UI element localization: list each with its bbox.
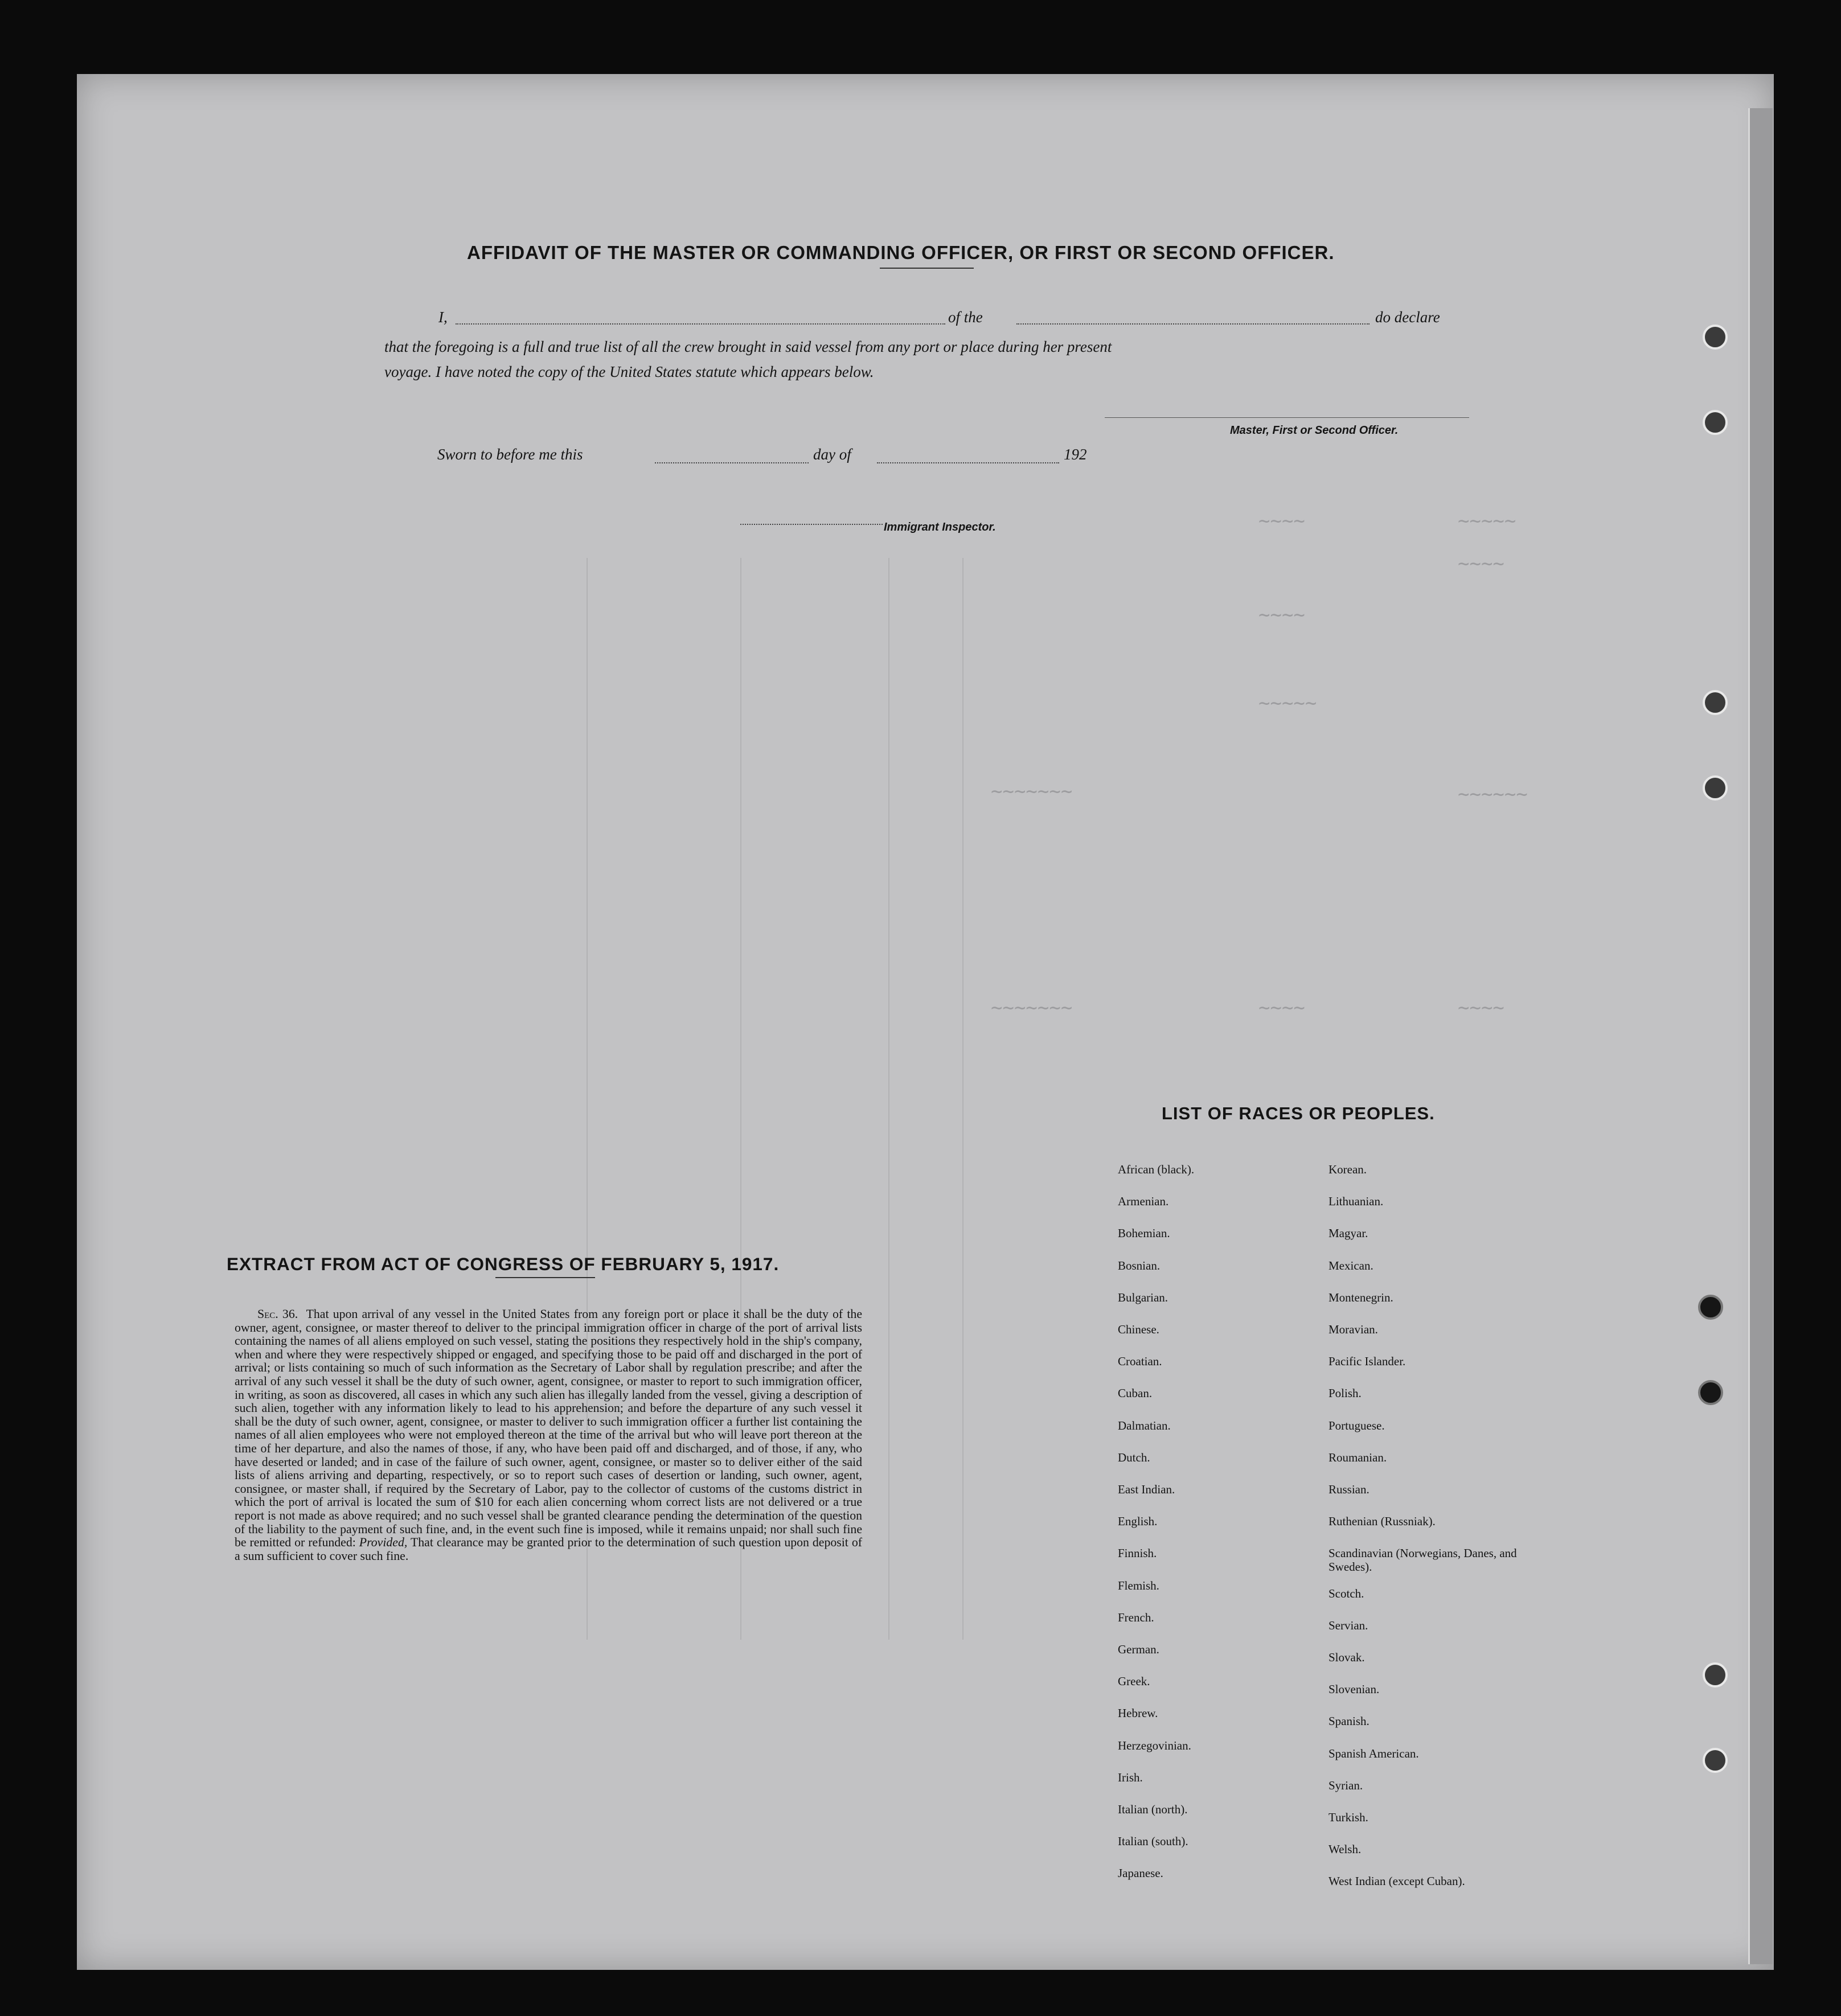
race-item: Scandinavian (Norwegians, Danes, and Swedes). <box>1329 1546 1517 1574</box>
race-item: Greek. <box>1118 1674 1150 1689</box>
binder-hole <box>1698 1295 1723 1320</box>
affidavit-line2: that the foregoing is a full and true list of all the crew brought in said vessel from any port or place during her present <box>384 338 1112 355</box>
binder-hole <box>1703 325 1728 350</box>
race-item: Bosnian. <box>1118 1258 1161 1272</box>
binder-hole <box>1703 690 1728 715</box>
race-item: Cuban. <box>1118 1386 1153 1401</box>
race-item: West Indian (except Cuban). <box>1329 1874 1465 1888</box>
bleed-handwriting: ~~~~~~~ <box>991 780 1073 803</box>
bleed-handwriting: ~~~~ <box>1258 603 1305 626</box>
signature-label: Master, First or Second Officer. <box>1230 424 1399 437</box>
section-text: That upon arrival of any vessel in the United States from any foreign port or place it shall be the duty of the owner, agent, consignee, or master thereof to deliver to the principal immigration officer in charge of the port of arrival lists containing the names of all aliens employed on such vessel, stating the positions they respectively hold in the ship's company, when and where they were respectively shipped or engaged, and specifying those to be paid off and discharged in the port of arrival; or lists containing so much of such information as the Secretary of Labor shall by regulation prescribe; and after the arrival of any such vessel it shall be the duty of such owner, agent, consignee, or master to report to such immigration officer, in writing, as soon as discovered, all cases in which any such alien has illegally landed from the vessel, giving a description of such alien, together with any information likely to lead to his apprehension; and before the departure of any such vessel it shall be the duty of such owner, agent, consignee, or master to deliver to such immigration officer a further list containing the names of all alien employees who were not employed thereon at the time of the arrival but who will leave port thereon at the time of her departure, and also the names of those, if any, who have been paid off and discharged, and of those, if any, who have deserted or landed; and in case of the failure of such owner, agent, consignee, or master so to deliver either of the said lists of aliens arriving and departing, respectively, or so to report such cases of desertion or landing, such owner, agent, consignee, or master shall, if required by the Secretary of Labor, pay to the collector of customs of the customs district in which the port of arrival is located the sum of $10 for each alien concerning whom correct lists are not delivered or a true report is not made as above required; and no such vessel shall be granted clearance pending the determination of the question of the liability to the payment of such fine, and, in the event such fine is imposed, while it remains unpaid; nor shall such fine be remitted or refunded: <box>235 1307 863 1550</box>
race-item: Mexican. <box>1329 1258 1373 1272</box>
race-item: Croatian. <box>1118 1354 1162 1369</box>
race-item: Servian. <box>1329 1618 1368 1632</box>
race-item: Roumanian. <box>1329 1450 1387 1464</box>
page-edge <box>1748 108 1773 1964</box>
binder-hole <box>1698 1380 1723 1405</box>
binder-hole <box>1703 1662 1728 1687</box>
race-item: Korean. <box>1329 1163 1367 1176</box>
affidavit-of-the: of the <box>948 309 983 326</box>
race-item: Ruthenian (Russniak). <box>1329 1514 1436 1529</box>
name-line <box>456 323 945 325</box>
bleed-handwriting: ~~~~~ <box>1258 692 1317 715</box>
title-rule <box>880 268 974 269</box>
race-item: Italian (south). <box>1118 1834 1188 1849</box>
race-item: Dalmatian. <box>1118 1418 1171 1432</box>
races-title: LIST OF RACES OR PEOPLES. <box>1162 1103 1435 1123</box>
race-item: Slovenian. <box>1329 1682 1380 1697</box>
bleed-handwriting: ~~~~ <box>1258 510 1305 532</box>
binder-hole <box>1703 1748 1728 1773</box>
sworn-prefix: Sworn to before me this <box>437 446 583 463</box>
extract-body <box>235 1308 862 1563</box>
sworn-year: 192 <box>1064 446 1087 463</box>
race-item: German. <box>1118 1643 1159 1656</box>
race-item: Montenegrin. <box>1329 1290 1393 1304</box>
sworn-month-line <box>877 462 1059 463</box>
race-item: Spanish American. <box>1329 1746 1419 1760</box>
race-item: Irish. <box>1118 1770 1143 1784</box>
bleed-handwriting: ~~~~ <box>1458 552 1504 575</box>
race-item: East Indian. <box>1118 1483 1175 1496</box>
binder-hole <box>1703 410 1728 435</box>
binder-hole <box>1703 775 1728 800</box>
extract-title-rule <box>495 1277 595 1278</box>
provided-label: Provided, <box>359 1535 408 1550</box>
race-item: Moravian. <box>1329 1323 1378 1336</box>
race-item: Syrian. <box>1329 1778 1363 1792</box>
race-item: Pacific Islander. <box>1329 1354 1406 1369</box>
sworn-day-of: day of <box>813 446 851 463</box>
race-item: Bulgarian. <box>1118 1290 1168 1304</box>
signature-line <box>1105 417 1469 418</box>
race-item: Finnish. <box>1118 1546 1157 1561</box>
race-item: Magyar. <box>1329 1226 1368 1241</box>
race-item: Hebrew. <box>1118 1706 1158 1721</box>
inspector-line <box>740 524 883 525</box>
race-item: Japanese. <box>1118 1866 1163 1880</box>
race-item: Russian. <box>1329 1483 1370 1496</box>
sworn-day-line <box>655 462 809 463</box>
race-item: Lithuanian. <box>1329 1194 1384 1209</box>
affidavit-i: I, <box>438 309 448 326</box>
race-item: Dutch. <box>1118 1450 1150 1464</box>
race-item: Chinese. <box>1118 1323 1159 1336</box>
race-item: Polish. <box>1329 1386 1362 1401</box>
race-item: Spanish. <box>1329 1714 1370 1728</box>
bleed-handwriting: ~~~~~ <box>1458 510 1516 532</box>
affidavit-line3: voyage. I have noted the copy of the United States statute which appears below. <box>384 363 874 380</box>
section-label: Sec. 36. <box>257 1307 298 1321</box>
race-item: Armenian. <box>1118 1194 1169 1209</box>
bleed-handwriting: ~~~~~~~ <box>991 996 1073 1019</box>
extract-title: EXTRACT FROM ACT OF CONGRESS OF FEBRUARY 5, 1917. <box>227 1254 780 1274</box>
provided-text: That clearance may be granted prior to the determination of such question upon deposit of a sum sufficient to cover such fine. <box>235 1535 862 1563</box>
document-page <box>77 74 1774 1970</box>
race-item: African (black). <box>1118 1163 1195 1176</box>
race-item: Welsh. <box>1329 1842 1362 1857</box>
race-item: Portuguese. <box>1329 1418 1385 1432</box>
bleed-rule <box>962 558 963 1640</box>
bleed-handwriting: ~~~~ <box>1258 996 1305 1019</box>
race-item: Turkish. <box>1329 1810 1368 1825</box>
race-item: Scotch. <box>1329 1586 1364 1600</box>
inspector-label: Immigrant Inspector. <box>884 521 996 533</box>
bleed-handwriting: ~~~~ <box>1458 996 1504 1019</box>
affidavit-declare: do declare <box>1375 309 1440 326</box>
vessel-line <box>1016 323 1370 325</box>
race-item: Bohemian. <box>1118 1226 1170 1241</box>
race-item: Italian (north). <box>1118 1803 1188 1816</box>
bleed-handwriting: ~~~~~~ <box>1458 783 1528 806</box>
bleed-rule <box>888 558 889 1640</box>
race-item: Slovak. <box>1329 1650 1365 1665</box>
affidavit-title: AFFIDAVIT OF THE MASTER OR COMMANDING OFFICER, OR FIRST OR SECOND OFFICER. <box>467 242 1335 263</box>
race-item: Flemish. <box>1118 1578 1159 1592</box>
race-item: French. <box>1118 1610 1154 1624</box>
race-item: English. <box>1118 1514 1158 1529</box>
race-item: Herzegovinian. <box>1118 1738 1191 1752</box>
